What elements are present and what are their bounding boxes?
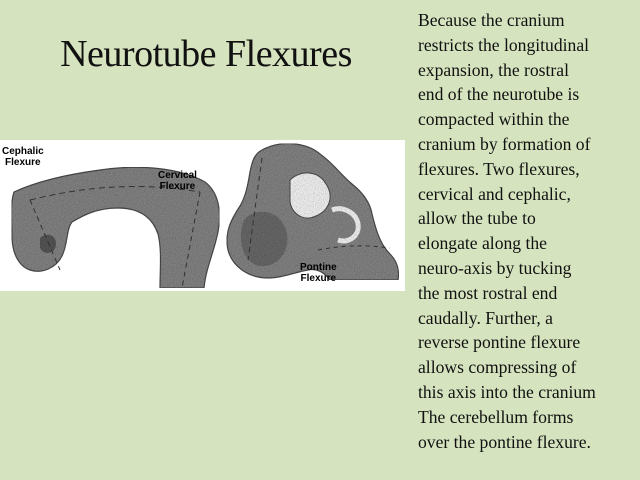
explanation-line: neuro-axis by tucking	[418, 257, 572, 278]
explanation-line: cranium by formation of	[418, 133, 591, 154]
pontine-flexure-label-line1: Pontine	[300, 262, 337, 273]
slide-title: Neurotube Flexures	[60, 33, 352, 75]
explanation-line: caudally. Further, a	[418, 307, 553, 328]
explanation-line: allows compressing of	[418, 357, 577, 378]
cervical-flexure-label-line2: Flexure	[159, 181, 196, 192]
cephalic-flexure-label-line2: Flexure	[5, 157, 41, 168]
explanation-line: the most rostral end	[418, 282, 558, 303]
pontine-flexure-label-line2: Flexure	[300, 273, 337, 284]
explanation-line: restricts the longitudinal	[418, 34, 590, 55]
explanation-line: compacted within the	[418, 109, 570, 130]
neurotube-figure	[0, 140, 405, 291]
neurotube-illustration	[0, 140, 405, 291]
cephalic-flexure-label	[2, 146, 44, 168]
pontine-flexure-label	[300, 262, 337, 284]
explanation-line: elongate along the	[418, 233, 547, 254]
explanation-line: cervical and cephalic,	[418, 183, 571, 204]
cervical-flexure-label-line1: Cervical	[158, 170, 197, 181]
explanation-line: over the pontine flexure.	[418, 431, 591, 452]
explanation-text	[418, 8, 638, 454]
explanation-line: The cerebellum forms	[418, 406, 574, 427]
explanation-line: expansion, the rostral	[418, 59, 569, 80]
later-neurotube-drawing	[227, 144, 399, 280]
explanation-line: this axis into the cranium	[418, 381, 596, 402]
explanation-line: Because the cranium	[418, 10, 565, 30]
cephalic-flexure-label-line1: Cephalic	[2, 146, 44, 157]
cervical-flexure-label	[158, 170, 197, 192]
explanation-line: end of the neurotube is	[418, 84, 580, 105]
explanation-line: allow the tube to	[418, 208, 536, 229]
explanation-line: reverse pontine flexure	[418, 332, 581, 353]
explanation-line: flexures. Two flexures,	[418, 158, 580, 179]
